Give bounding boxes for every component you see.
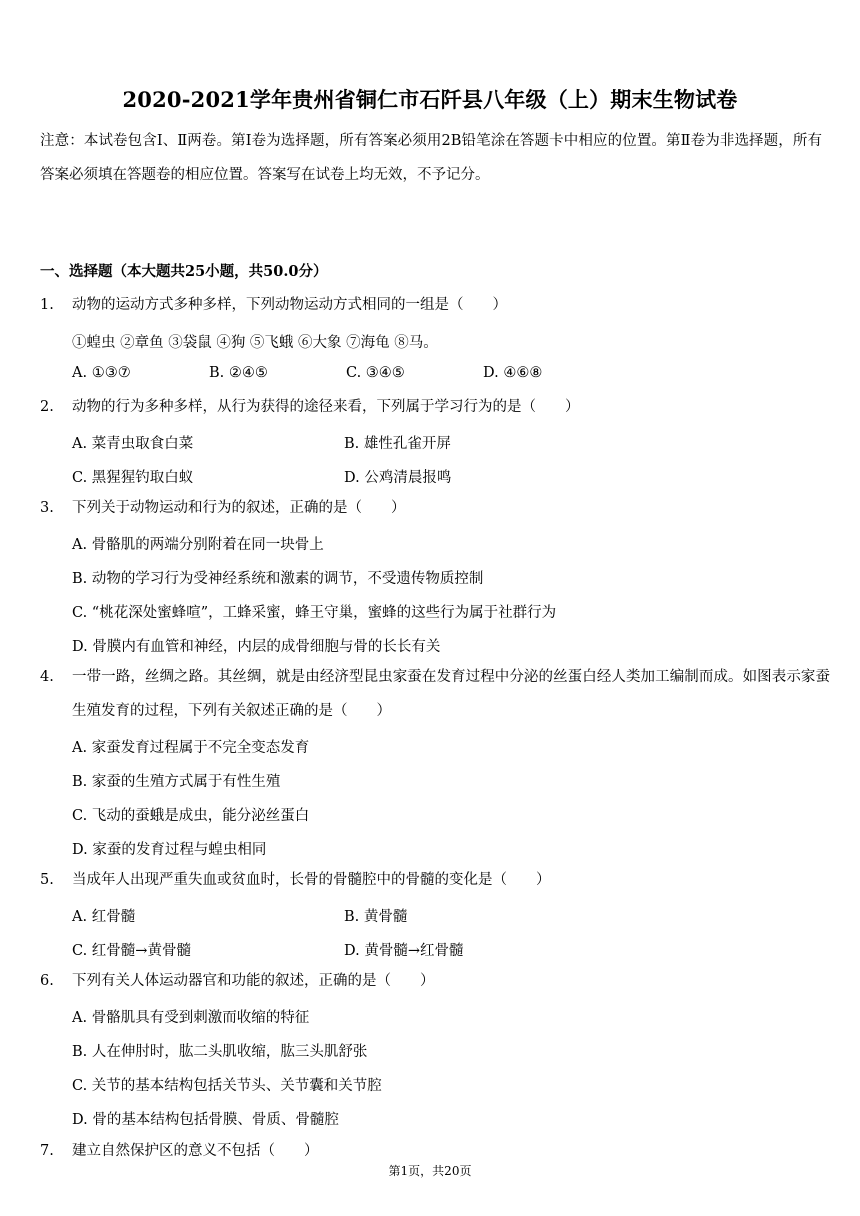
option-a: A. 骨骼肌的两端分别附着在同一块骨上 bbox=[72, 537, 324, 553]
option-d: D. 公鸡清晨报鸣 bbox=[344, 470, 452, 486]
question-stem: 建立自然保护区的意义不包括（ ） bbox=[72, 1143, 319, 1159]
option-a: A. 家蚕发育过程属于不完全变态发育 bbox=[72, 740, 310, 756]
question-5-options-row-1 bbox=[72, 905, 672, 926]
option-a: A. 骨骼肌具有受到刺激而收缩的特征 bbox=[72, 1010, 310, 1026]
question-1-options bbox=[72, 365, 632, 381]
option-c: C. 关节的基本结构包括关节头、关节囊和关节腔 bbox=[72, 1078, 382, 1094]
question-number: 2. bbox=[40, 399, 54, 415]
option-a: A. ①③⑦ bbox=[72, 365, 131, 381]
question-stem: 一带一路，丝绸之路。其丝绸，就是由经济型昆虫家蚕在发育过程中分泌的丝蛋白经人类加工编制而成。如图表示家蚕生殖发育的过程，下列有关叙述正确的是（ ） bbox=[72, 669, 830, 719]
option-d: D. 骨的基本结构包括骨膜、骨质、骨髓腔 bbox=[72, 1112, 339, 1128]
question-2-options-row-2 bbox=[72, 466, 672, 487]
option-a: A. 红骨髓 bbox=[72, 909, 136, 925]
option-b: B. 家蚕的生殖方式属于有性生殖 bbox=[72, 774, 281, 790]
question-2 bbox=[40, 390, 830, 424]
question-number: 7. bbox=[40, 1143, 54, 1159]
question-stem: 动物的运动方式多种多样，下列动物运动方式相同的一组是（ ） bbox=[72, 297, 507, 313]
option-d: D. ④⑥⑧ bbox=[483, 365, 543, 381]
question-6 bbox=[40, 964, 830, 998]
question-5-options-row-2 bbox=[72, 939, 672, 960]
question-5 bbox=[40, 863, 830, 897]
question-1-items: ①蝗虫 ②章鱼 ③袋鼠 ④狗 ⑤飞蛾 ⑥大象 ⑦海龟 ⑧马。 bbox=[72, 335, 438, 351]
section-heading: 一、选择题（本大题共25小题，共50.0分） bbox=[40, 263, 328, 280]
question-number: 5. bbox=[40, 872, 54, 888]
page-title: 2020-2021学年贵州省铜仁市石阡县八年级（上）期末生物试卷 bbox=[122, 87, 738, 112]
option-c: C. 红骨髓→黄骨髓 bbox=[72, 943, 191, 959]
question-number: 4. bbox=[40, 669, 54, 685]
option-c: C. ③④⑤ bbox=[346, 365, 405, 381]
question-stem: 动物的行为多种多样，从行为获得的途径来看，下列属于学习行为的是（ ） bbox=[72, 399, 580, 415]
question-number: 6. bbox=[40, 973, 54, 989]
option-c: C. 飞动的蚕蛾是成虫，能分泌丝蛋白 bbox=[72, 808, 310, 824]
option-d: D. 骨膜内有血管和神经，内层的成骨细胞与骨的长长有关 bbox=[72, 639, 441, 655]
question-2-options-row-1 bbox=[72, 432, 672, 453]
option-b: B. 黄骨髓 bbox=[344, 909, 408, 925]
question-stem: 下列关于动物运动和行为的叙述，正确的是（ ） bbox=[72, 500, 406, 516]
option-b: B. ②④⑤ bbox=[209, 365, 268, 381]
question-3 bbox=[40, 491, 830, 525]
question-stem: 当成年人出现严重失血或贫血时，长骨的骨髓腔中的骨髓的变化是（ ） bbox=[72, 872, 551, 888]
option-b: B. 动物的学习行为受神经系统和激素的调节，不受遗传物质控制 bbox=[72, 571, 484, 587]
option-b: B. 人在伸肘时，肱二头肌收缩，肱三头肌舒张 bbox=[72, 1044, 368, 1060]
question-1 bbox=[40, 288, 830, 322]
question-stem: 下列有关人体运动器官和功能的叙述，正确的是（ ） bbox=[72, 973, 435, 989]
exam-notice: 注意：本试卷包含Ⅰ、Ⅱ两卷。第Ⅰ卷为选择题，所有答案必须用2B铅笔涂在答题卡中相应的位置。第Ⅱ卷为非选择题，所有答案必须填在答题卷的相应位置。答案写在试卷上均无效，不予记分。 bbox=[40, 133, 822, 183]
option-c: C. 黑猩猩钓取白蚁 bbox=[72, 470, 194, 486]
option-c: C. “桃花深处蜜蜂喧”，工蜂采蜜，蜂王守巢，蜜蜂的这些行为属于社群行为 bbox=[72, 605, 557, 621]
question-number: 3. bbox=[40, 500, 54, 516]
option-b: B. 雄性孔雀开屏 bbox=[344, 436, 451, 452]
option-d: D. 黄骨髓→红骨髓 bbox=[344, 943, 464, 959]
page-footer: 第1页，共20页 bbox=[388, 1164, 472, 1178]
option-a: A. 菜青虫取食白菜 bbox=[72, 436, 194, 452]
question-4 bbox=[40, 660, 830, 728]
question-number: 1. bbox=[40, 297, 54, 313]
option-d: D. 家蚕的发育过程与蝗虫相同 bbox=[72, 842, 267, 858]
